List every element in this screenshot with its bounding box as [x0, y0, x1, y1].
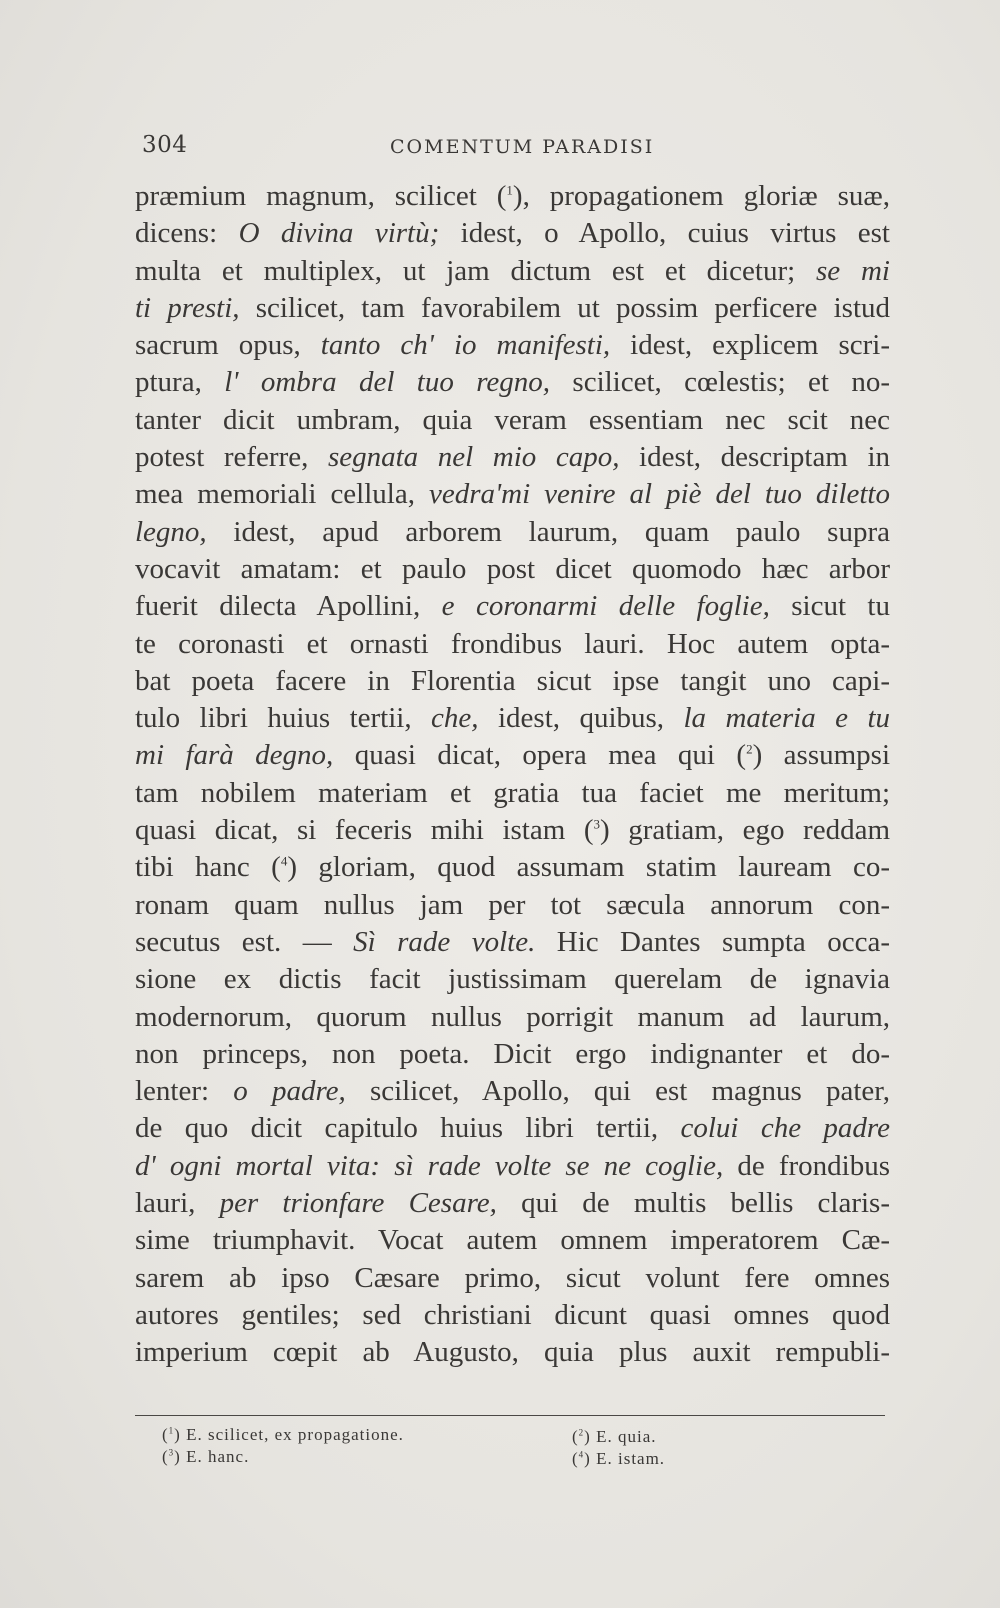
- text-segment: sarem ab ipso Cæsare primo, sicut volunt fere omnes: [135, 1261, 890, 1294]
- text-line: [135, 1036, 890, 1073]
- text-segment: Hic Dantes sumpta occa-: [535, 925, 890, 958]
- italic-segment: O divina virtù;: [238, 217, 440, 250]
- text-segment: fuerit dilecta Apollini,: [135, 590, 442, 623]
- page-number: 304: [142, 132, 188, 158]
- text-line: [135, 700, 890, 737]
- footnote-1: ($^1$) E. scilicet, ex propagatione.: [162, 1425, 404, 1444]
- italic-segment: la materia e tu: [683, 702, 890, 735]
- text-line: [135, 999, 890, 1036]
- text-segment: scilicet, Apollo, qui est magnus pater,: [345, 1075, 890, 1108]
- text-segment: ), propagationem gloriæ suæ,: [512, 180, 890, 212]
- text-segment: quasi dicat, si feceris mihi istam (: [135, 814, 594, 847]
- text-segment: sime triumphavit. Vocat autem omnem imperatorem Cæ-: [135, 1224, 890, 1257]
- text-segment: mea memoriali cellula,: [135, 478, 429, 511]
- footnote-text: E. scilicet, ex propagatione.: [180, 1425, 404, 1444]
- text-line: [135, 663, 890, 700]
- footnote-ref: 3: [593, 816, 600, 832]
- text-line: [135, 551, 890, 588]
- italic-segment: o padre,: [233, 1075, 346, 1108]
- italic-segment: se mi: [816, 254, 890, 287]
- text-segment: sacrum opus,: [135, 329, 321, 362]
- footnote-rule: [135, 1415, 885, 1416]
- text-segment: autores gentiles; sed christiani dicunt quasi omnes quod: [135, 1298, 890, 1331]
- text-line: [135, 1334, 890, 1371]
- text-line: [135, 402, 890, 439]
- page-header: [140, 132, 885, 172]
- text-line: [135, 1222, 890, 1259]
- text-segment: scilicet, tam favorabilem ut possim perficere istud: [239, 291, 890, 324]
- text-segment: ) gratiam, ego reddam: [600, 814, 891, 847]
- italic-segment: tanto ch' io manifesti,: [320, 329, 611, 362]
- text-line: [135, 737, 890, 774]
- text-line: [135, 887, 890, 924]
- text-segment: potest referre,: [135, 441, 328, 474]
- text-segment: de frondibus: [723, 1149, 891, 1182]
- footnote-2: ($^2$) E. quia.: [572, 1427, 657, 1446]
- text-segment: sione ex dictis facit justissimam querelam de ignavia: [135, 963, 890, 996]
- text-segment: idest, descriptam in: [619, 441, 891, 474]
- text-segment: sicut tu: [769, 590, 890, 623]
- text-segment: idest, explicem scri-: [610, 329, 890, 362]
- text-segment: imperium cœpit ab Augusto, quia plus auxit rempubli-: [135, 1336, 890, 1369]
- text-line: [135, 1148, 890, 1185]
- text-segment: lauri,: [135, 1187, 220, 1220]
- text-line: [135, 812, 890, 849]
- text-segment: dicens:: [135, 217, 239, 250]
- text-line: [135, 1073, 890, 1110]
- text-segment: præmium magnum, scilicet (: [135, 180, 507, 212]
- footnote-ref: 2: [746, 741, 753, 757]
- footnote-mark: 4: [578, 1449, 585, 1460]
- text-segment: bat poeta facere in Florentia sicut ipse tangit uno capi-: [135, 664, 890, 697]
- footnote-mark: 1: [168, 1425, 175, 1436]
- text-segment: scilicet, cœlestis; et no-: [550, 366, 890, 399]
- text-segment: vocavit amatam: et paulo post dicet quomodo hæc arbor: [135, 552, 890, 585]
- text-segment: de quo dicit capitulo huius libri tertii,: [135, 1112, 681, 1145]
- text-line: [135, 364, 890, 401]
- text-segment: lenter:: [135, 1075, 234, 1108]
- text-line: [135, 253, 890, 290]
- italic-segment: Sì rade volte.: [353, 925, 536, 958]
- italic-segment: ti presti,: [135, 291, 240, 324]
- text-segment: idest, apud arborem laurum, quam paulo supra: [206, 515, 890, 548]
- italic-segment: vedra'mi venire al piè del tuo diletto: [428, 478, 890, 511]
- text-segment: quasi dicat, opera mea qui (: [333, 739, 747, 772]
- italic-segment: legno,: [135, 515, 207, 548]
- footnote-text: E. quia.: [590, 1427, 657, 1446]
- italic-segment: segnata nel mio capo,: [327, 441, 620, 474]
- text-line: [135, 775, 890, 812]
- text-segment: tibi hanc (: [135, 851, 281, 884]
- text-line: [135, 327, 890, 364]
- text-segment: ) assumpsi: [752, 739, 890, 772]
- text-line: [135, 924, 890, 961]
- text-segment: ronam quam nullus jam per tot sæcula annorum con-: [135, 888, 890, 921]
- text-line: [135, 588, 890, 625]
- footnote-ref: 4: [280, 853, 288, 869]
- running-title: COMENTUM PARADISI: [390, 136, 655, 158]
- text-segment: te coronasti et ornasti frondibus lauri. Hoc autem opta-: [135, 627, 890, 660]
- italic-segment: colui che padre: [680, 1112, 890, 1145]
- footnote-ref: 1: [506, 182, 513, 198]
- footnote-mark: 3: [168, 1447, 175, 1458]
- text-segment: tam nobilem materiam et gratia tua faciet me meritum;: [135, 776, 890, 809]
- text-segment: tanter dicit umbram, quia veram essentiam nec scit nec: [135, 403, 890, 436]
- footnote-mark: 2: [578, 1427, 585, 1438]
- italic-segment: che,: [431, 702, 479, 735]
- text-segment: ) gloriam, quod assumam statim lauream co-: [287, 851, 890, 884]
- body-text: [135, 178, 890, 1372]
- italic-segment: mi farà degno,: [135, 739, 334, 772]
- text-segment: idest, o Apollo, cuius virtus est: [439, 217, 890, 250]
- text-line: [135, 1297, 890, 1334]
- italic-segment: per trionfare Cesare,: [219, 1187, 497, 1220]
- text-segment: idest, quibus,: [478, 702, 684, 735]
- italic-segment: e coronarmi delle foglie,: [441, 590, 770, 623]
- text-segment: qui de multis bellis claris-: [496, 1187, 890, 1220]
- text-line: [135, 215, 890, 252]
- italic-segment: l' ombra del tuo regno,: [224, 366, 551, 399]
- footnote-text: E. hanc.: [180, 1447, 250, 1466]
- footnote-text: E. istam.: [590, 1449, 666, 1468]
- text-line: [135, 626, 890, 663]
- text-line: [135, 476, 890, 513]
- footnote-3: ($^3$) E. hanc.: [162, 1447, 250, 1466]
- text-line: [135, 961, 890, 998]
- text-line: [135, 1185, 890, 1222]
- text-line: [135, 178, 890, 215]
- text-line: [135, 1260, 890, 1297]
- text-segment: non princeps, non poeta. Dicit ergo indignanter et do-: [135, 1037, 890, 1070]
- text-line: [135, 290, 890, 327]
- text-line: [135, 514, 890, 551]
- text-segment: modernorum, quorum nullus porrigit manum ad laurum,: [135, 1000, 890, 1033]
- text-segment: secutus est. —: [135, 925, 354, 958]
- text-segment: tulo libri huius tertii,: [135, 702, 432, 735]
- text-segment: multa et multiplex, ut jam dictum est et dicetur;: [135, 254, 817, 287]
- text-segment: ptura,: [135, 366, 225, 399]
- footnote-4: ($^4$) E. istam.: [572, 1449, 666, 1468]
- text-line: [135, 1110, 890, 1147]
- text-line: [135, 439, 890, 476]
- text-line: [135, 849, 890, 886]
- italic-segment: d' ogni mortal vita: sì rade volte se ne coglie,: [135, 1149, 724, 1182]
